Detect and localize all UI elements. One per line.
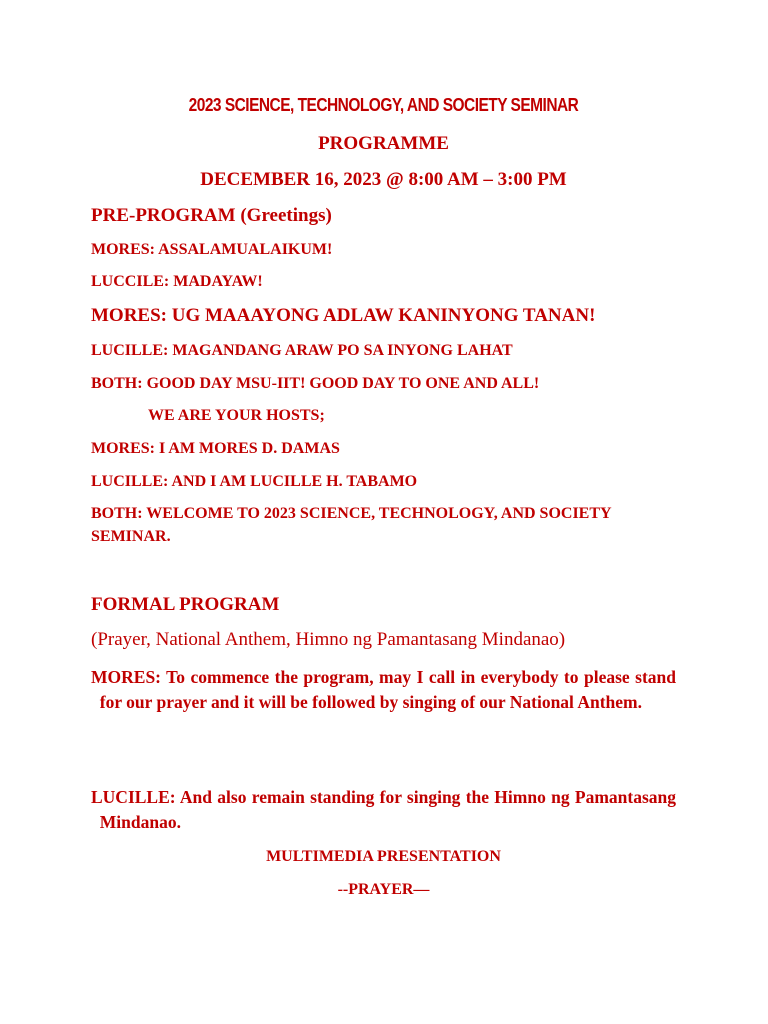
pre-program-line-5: BOTH: GOOD DAY MSU-IIT! GOOD DAY TO ONE AND ALL! xyxy=(91,375,540,392)
formal-program-heading: FORMAL PROGRAM xyxy=(91,594,280,615)
pre-program-heading: PRE-PROGRAM (Greetings) xyxy=(91,205,332,226)
lucille-paragraph: LUCILLE: And also remain standing for singing the Himno ng Pamantasang Mindanao. xyxy=(91,787,676,832)
pre-program-line-8: LUCILLE: AND I AM LUCILLE H. TABAMO xyxy=(91,473,418,490)
pre-program-line-6: WE ARE YOUR HOSTS; xyxy=(148,407,325,424)
pre-program-line-3: MORES: UG MAAAYONG ADLAW KANINYONG TANAN! xyxy=(91,305,596,326)
document-title: 2023 SCIENCE, TECHNOLOGY, AND SOCIETY SEMINAR xyxy=(188,95,579,115)
pre-program-line-10: SEMINAR. xyxy=(91,528,171,545)
pre-program-line-2: LUCCILE: MADAYAW! xyxy=(91,273,263,290)
event-date: DECEMBER 16, 2023 @ 8:00 AM – 3:00 PM xyxy=(200,169,567,190)
pre-program-line-9: BOTH: WELCOME TO 2023 SCIENCE, TECHNOLOGY, AND SOCIETY xyxy=(91,505,612,522)
programme-heading: PROGRAMME xyxy=(318,133,449,154)
pre-program-line-4: LUCILLE: MAGANDANG ARAW PO SA INYONG LAHAT xyxy=(91,342,513,359)
formal-program-subheading: (Prayer, National Anthem, Himno ng Pamantasang Mindanao) xyxy=(91,629,566,650)
mores-paragraph: MORES: To commence the program, may I call in everybody to please stand for our prayer and it will be followed by singing of our National Anthem. xyxy=(91,667,676,712)
multimedia-presentation-label: MULTIMEDIA PRESENTATION xyxy=(266,848,501,865)
pre-program-line-7: MORES: I AM MORES D. DAMAS xyxy=(91,440,340,457)
pre-program-line-1: MORES: ASSALAMUALAIKUM! xyxy=(91,241,333,258)
prayer-label: --PRAYER— xyxy=(337,881,430,898)
